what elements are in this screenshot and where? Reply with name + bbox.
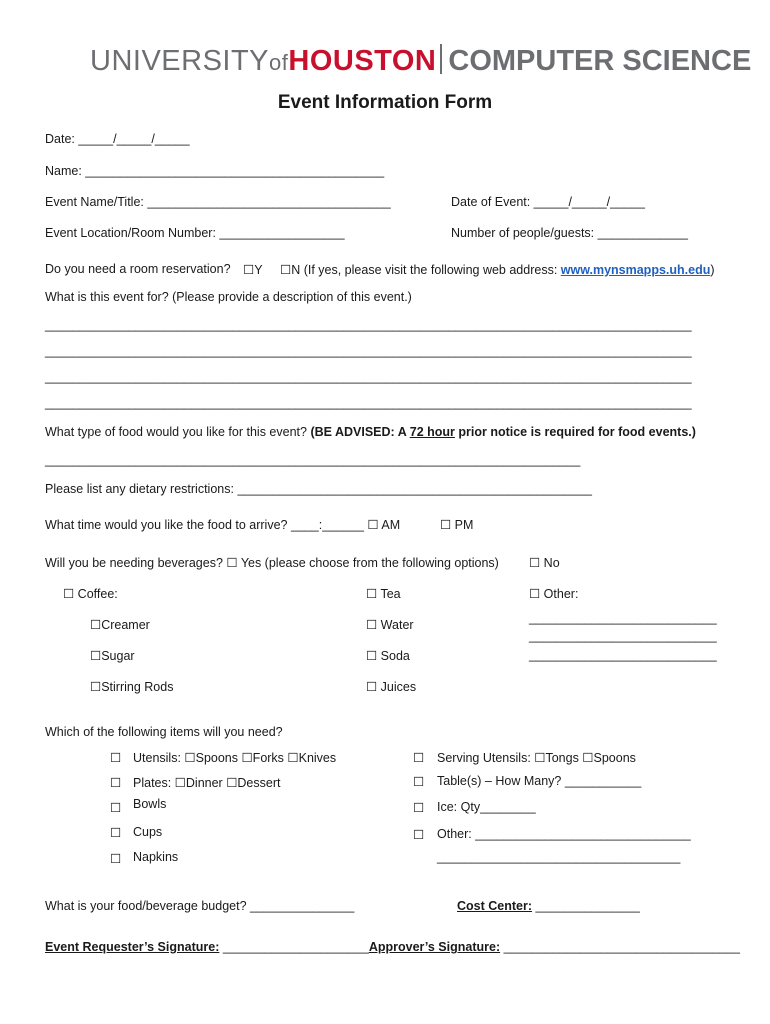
cups-label: Cups: [133, 825, 163, 839]
beverages-question[interactable]: Will you be needing beverages? ☐ Yes (please choose from the following options): [45, 556, 499, 570]
tables-checkbox[interactable]: ☐: [413, 775, 425, 789]
napkins-checkbox[interactable]: ☐: [110, 852, 122, 866]
coffee-checkbox[interactable]: ☐ Coffee:: [63, 587, 118, 601]
description-line-1[interactable]: _____________________________________________________________________________________________: [45, 318, 692, 332]
advisory-hours: 72 hour: [409, 425, 455, 439]
form-title: Event Information Form: [277, 92, 493, 113]
reservation-yes-checkbox[interactable]: ☐Y: [243, 263, 263, 277]
cost-center-line[interactable]: _______________: [532, 899, 640, 913]
other-beverage-checkbox[interactable]: ☐ Other:: [529, 587, 579, 601]
date-field[interactable]: Date: _____/_____/_____: [45, 132, 190, 146]
ice-field[interactable]: Ice: Qty________: [437, 800, 536, 814]
advisory-b: prior notice is required for food events.): [454, 425, 696, 439]
reservation-no-line: [280, 262, 715, 277]
food-question: What type of food would you like for this event?: [45, 425, 311, 439]
other-beverage-line-1[interactable]: ___________________________: [529, 611, 717, 625]
description-line-3[interactable]: _____________________________________________________________________________________________: [45, 370, 692, 384]
cost-center-field[interactable]: [457, 899, 640, 913]
food-question-line: [45, 425, 696, 439]
beverages-no-checkbox[interactable]: ☐ No: [529, 556, 560, 570]
requester-signature-line[interactable]: _____________________: [219, 940, 369, 954]
signature-row: [45, 940, 740, 954]
name-field[interactable]: Name: ___________________________________________: [45, 164, 385, 178]
food-time-field[interactable]: What time would you like the food to arrive? ____:______ ☐ AM: [45, 518, 401, 532]
sugar-checkbox[interactable]: ☐Sugar: [90, 649, 135, 663]
approver-signature-line[interactable]: __________________________________: [500, 940, 740, 954]
logo-computer-science: COMPUTER SCIENCE: [448, 45, 752, 77]
bowls-label: Bowls: [133, 797, 167, 811]
ice-checkbox[interactable]: ☐: [413, 801, 425, 815]
creamer-checkbox[interactable]: ☐Creamer: [90, 618, 150, 632]
location-field[interactable]: Event Location/Room Number: __________________: [45, 226, 345, 240]
plates-label[interactable]: Plates: ☐Dinner ☐Dessert: [133, 776, 281, 790]
items-question: Which of the following items will you need?: [45, 725, 283, 739]
bowls-checkbox[interactable]: ☐: [110, 801, 122, 815]
utensils-label[interactable]: Utensils: ☐Spoons ☐Forks ☐Knives: [133, 751, 337, 765]
other-beverage-line-3[interactable]: ___________________________: [529, 648, 717, 662]
other-beverage-line-2[interactable]: ___________________________: [529, 629, 717, 643]
guests-field[interactable]: Number of people/guests: _____________: [451, 226, 688, 240]
serving-utensils-label[interactable]: Serving Utensils: ☐Tongs ☐Spoons: [437, 751, 636, 765]
reservation-question: Do you need a room reservation?: [45, 262, 231, 276]
reservation-close: ): [710, 263, 715, 277]
logo-of: of: [269, 50, 289, 75]
stirring-rods-checkbox[interactable]: ☐Stirring Rods: [90, 680, 174, 694]
approver-signature-label: Approver’s Signature:: [368, 940, 501, 954]
logo-university: UNIVERSITY: [90, 45, 270, 77]
description-line-4[interactable]: _____________________________________________________________________________________________: [45, 396, 692, 410]
water-checkbox[interactable]: ☐ Water: [366, 618, 414, 632]
reservation-no-checkbox[interactable]: ☐N (If yes, please visit the following web address:: [280, 263, 561, 277]
napkins-label: Napkins: [133, 850, 179, 864]
cups-checkbox[interactable]: ☐: [110, 826, 122, 840]
other-item-line[interactable]: ___________________________________: [437, 850, 681, 864]
tables-field[interactable]: Table(s) – How Many? ___________: [437, 774, 642, 788]
university-logo: [90, 44, 751, 78]
food-line[interactable]: _____________________________________________________________________________: [45, 453, 581, 467]
cost-center-label: Cost Center:: [457, 899, 533, 913]
reservation-link[interactable]: www.mynsmapps.uh.edu: [560, 263, 711, 277]
date-of-event-field[interactable]: Date of Event: _____/_____/_____: [451, 195, 645, 209]
logo-divider: [440, 44, 442, 74]
soda-checkbox[interactable]: ☐ Soda: [366, 649, 410, 663]
plates-checkbox[interactable]: ☐: [110, 776, 122, 790]
requester-signature-label: Event Requester’s Signature:: [45, 940, 220, 954]
event-name-field[interactable]: Event Name/Title: ___________________________________: [45, 195, 391, 209]
advisory-a: (BE ADVISED: A: [310, 425, 410, 439]
other-item-checkbox[interactable]: ☐: [413, 828, 425, 842]
serving-utensils-checkbox[interactable]: ☐: [413, 751, 425, 765]
description-question: What is this event for? (Please provide a description of this event.): [45, 290, 412, 304]
juices-checkbox[interactable]: ☐ Juices: [366, 680, 417, 694]
tea-checkbox[interactable]: ☐ Tea: [366, 587, 401, 601]
other-item-field[interactable]: Other: _______________________________: [437, 827, 691, 841]
food-pm-checkbox[interactable]: ☐ PM: [440, 518, 474, 532]
utensils-checkbox[interactable]: ☐: [110, 751, 122, 765]
description-line-2[interactable]: _____________________________________________________________________________________________: [45, 344, 692, 358]
dietary-field[interactable]: Please list any dietary restrictions: ___________________________________________________: [45, 482, 592, 496]
logo-houston: HOUSTON: [288, 45, 437, 77]
budget-field[interactable]: What is your food/beverage budget? _______________: [45, 899, 355, 913]
